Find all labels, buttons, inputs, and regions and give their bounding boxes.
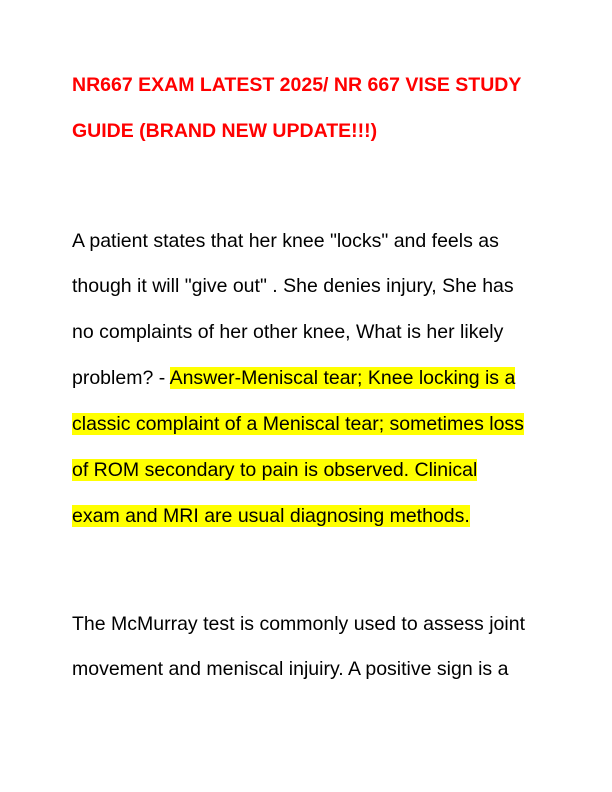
answer-1-line-3: of ROM secondary to pain is observed. Clinical — [72, 459, 478, 481]
answer-1-row-2 — [72, 412, 524, 436]
question-1-line-2: though it will "give out" . She denies injury, She has — [72, 275, 514, 297]
document-title-line-2: GUIDE (BRAND NEW UPDATE!!!) — [72, 120, 378, 142]
answer-1-line-2: classic complaint of a Meniscal tear; sometimes loss — [72, 413, 524, 435]
document-title-line-1: NR667 EXAM LATEST 2025/ NR 667 VISE STUDY — [72, 74, 522, 96]
question-1-line-3: no complaints of her other knee, What is her likely — [72, 321, 504, 343]
answer-1-row-3 — [72, 458, 477, 482]
answer-1-row-4 — [72, 504, 470, 528]
question-1-line-1: A patient states that her knee "locks" and feels as — [72, 230, 499, 252]
answer-1-line-4: exam and MRI are usual diagnosing methods. — [72, 505, 470, 527]
question-2-line-2: movement and meniscal injuiry. A positive sign is a — [72, 658, 509, 680]
answer-1-line-1: Answer-Meniscal tear; Knee locking is a — [169, 367, 516, 389]
question-1-prefix: problem? - — [72, 367, 170, 389]
question-1-line-4 — [72, 366, 515, 390]
question-2-line-1: The McMurray test is commonly used to assess joint — [72, 613, 525, 635]
